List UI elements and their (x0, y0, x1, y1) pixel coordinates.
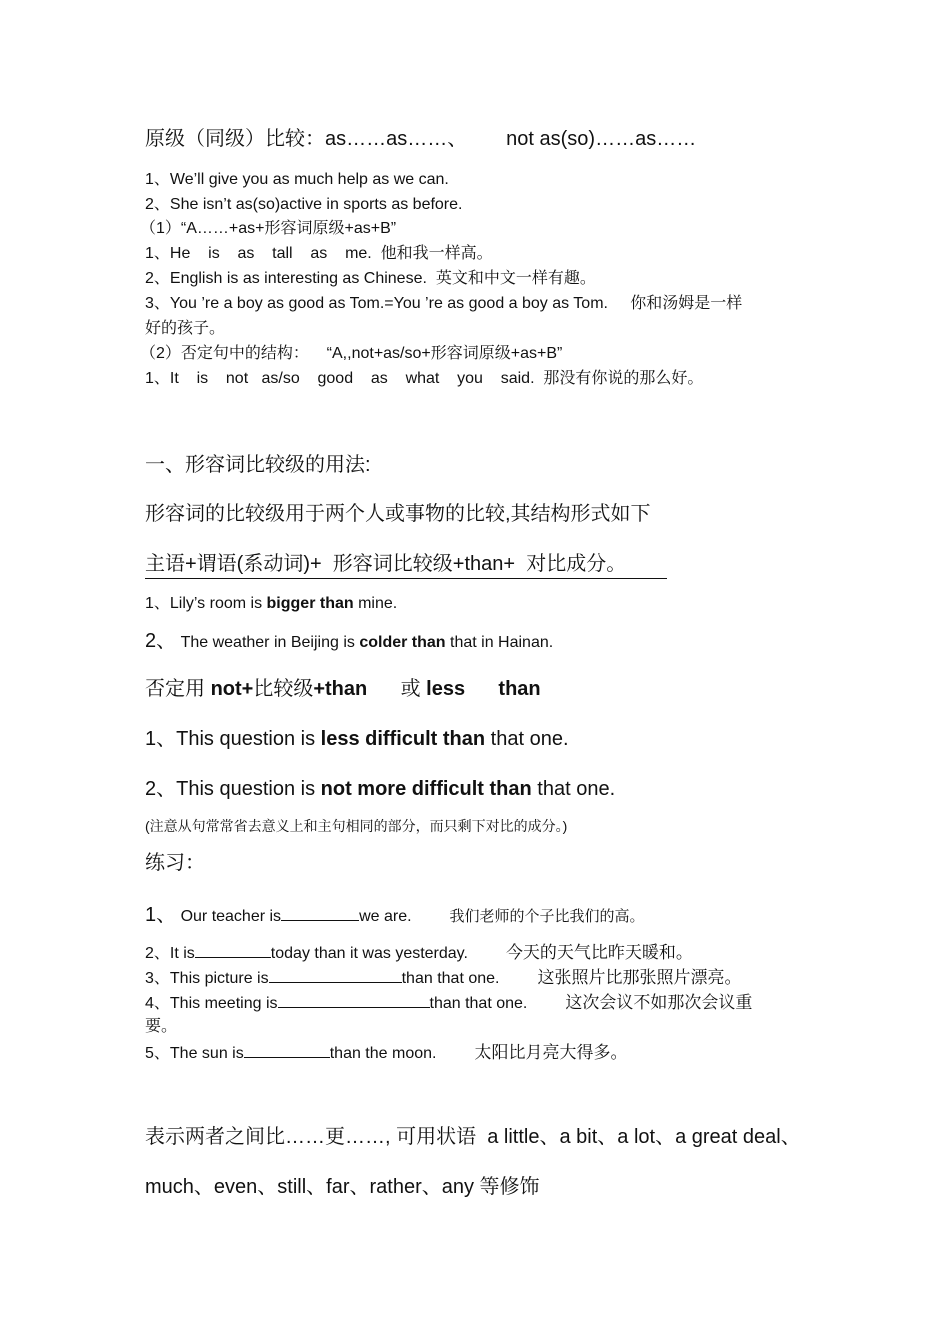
practice-heading: 练习： (145, 852, 205, 874)
text-run: The weather in Beijing is (176, 634, 360, 651)
text-run: that one. (485, 728, 569, 750)
note-text: (注意从句常常省去意义上和主句相同的部分，而只剩下对比的成分。) (145, 818, 568, 834)
text-run: Our teacher is (176, 908, 282, 925)
text-run: that one. (531, 778, 616, 800)
translation-text: 这次会议不如那次会议重 (565, 993, 753, 1012)
text-run: 1、Lily’s room is (145, 595, 267, 612)
number-label: 1、 (145, 904, 177, 926)
exercise-continuation: 要。 (145, 1018, 178, 1035)
bold-text: less difficult than (320, 728, 486, 750)
text-run: 5、The sun is (145, 1045, 244, 1062)
example-line: 2、She isn’t as(so)active in sports as before. (145, 196, 463, 213)
translation-text: 我们老师的个子比我们的高。 (449, 908, 645, 925)
exercise-item (145, 1038, 627, 1063)
exercise-item (145, 898, 645, 927)
intro-text: 形容词的比较级用于两个人或事物的比较,其结构形式如下 (145, 503, 651, 525)
example-line: 2、English is as interesting as Chinese. 英文和中文一样有趣。 (145, 270, 596, 287)
text-run: 2、This question is (145, 778, 321, 800)
example-line (145, 624, 553, 653)
text-run: 2、It is (145, 945, 195, 962)
text-run: mine. (353, 595, 398, 612)
text-run: 3、This picture is (145, 970, 269, 987)
answer-blank[interactable] (281, 905, 359, 921)
answer-blank[interactable] (278, 992, 430, 1008)
answer-blank[interactable] (244, 1042, 330, 1058)
text-run: today than it was yesterday. (270, 945, 468, 962)
section-heading: 一、形容词比较级的用法: (145, 454, 371, 476)
number-label: 2、 (145, 630, 177, 652)
bold-text: colder than (359, 634, 446, 651)
text-run: than the moon. (329, 1045, 437, 1062)
text-run: 1、This question is (145, 728, 321, 750)
example-line (145, 590, 397, 613)
text-run: 否定用 (145, 678, 211, 700)
text-run: than that one. (429, 995, 528, 1012)
negation-rule (145, 672, 541, 701)
translation-text: 这张照片比那张照片漂亮。 (537, 968, 742, 987)
example-line: 1、It is not as/so good as what you said. 那没有你说的那么好。 (145, 370, 704, 387)
example-line (145, 772, 615, 801)
bold-text: bigger than (266, 595, 354, 612)
exercise-item (145, 938, 693, 963)
bold-text: +than (313, 678, 368, 700)
text-run: we are. (359, 908, 412, 925)
rule-heading: （1）“A……+as+形容词原级+as+B” (140, 220, 397, 237)
exercise-item (145, 988, 752, 1013)
answer-blank[interactable] (269, 967, 402, 983)
formula-line: 主语+谓语(系动词)+ 形容词比较级+than+ 对比成分。 (145, 547, 667, 579)
text-run: than that one. (401, 970, 500, 987)
bold-text: not+ (210, 678, 254, 700)
text-run: 4、This meeting is (145, 995, 278, 1012)
example-line: 1、He is as tall as me. 他和我一样高。 (145, 245, 493, 262)
example-line: 好的孩子。 (145, 320, 226, 337)
paragraph-text: 表示两者之间比……更……, 可用状语 a little、a bit、a lot、a great deal、 (145, 1126, 801, 1148)
paragraph-text: much、even、still、far、rather、any 等修饰 (145, 1176, 540, 1198)
text-run: 或 (367, 678, 427, 700)
rule-heading: （2）否定句中的结构： “A,,not+as/so+形容词原级+as+B” (140, 345, 563, 362)
translation-text: 太阳比月亮大得多。 (474, 1043, 628, 1062)
text-run: that in Hainan. (445, 634, 554, 651)
example-line: 3、You ’re a boy as good as Tom.=You ’re as good a boy as Tom. 你和汤姆是一样 (145, 295, 743, 312)
bold-text: less than (426, 678, 541, 700)
answer-blank[interactable] (195, 942, 271, 958)
example-line (145, 722, 569, 751)
bold-text: not more difficult than (320, 778, 532, 800)
example-line: 1、We’ll give you as much help as we can. (145, 171, 449, 188)
section-title: 原级（同级）比较：as……as……、 not as(so)……as…… (145, 128, 697, 150)
translation-text: 今天的天气比昨天暖和。 (505, 943, 693, 962)
exercise-item (145, 963, 741, 988)
text-run: 比较级 (253, 678, 314, 700)
